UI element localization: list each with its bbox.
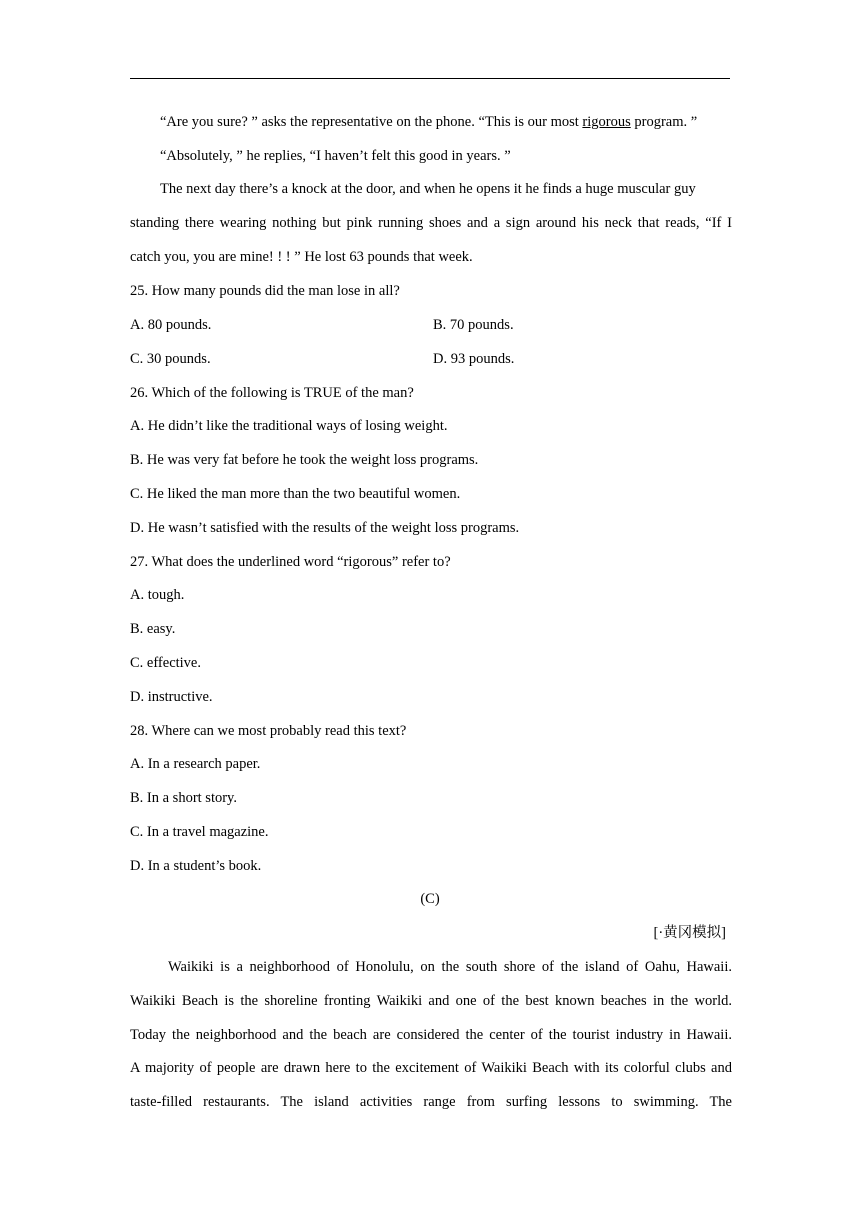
section-c-paragraph-line-4: A majority of people are drawn here to the excitement of Waikiki Beach with its colorful clubs and [130, 1060, 732, 1076]
passage-b-paragraph-1 [160, 112, 762, 132]
question-27-option-a: A. tough. [130, 587, 185, 603]
question-26-option-c: C. He liked the man more than the two beautiful women. [130, 486, 461, 502]
question-28-option-a: A. In a research paper. [130, 756, 261, 772]
question-27-stem: 27. What does the underlined word “rigorous” refer to? [130, 554, 451, 570]
section-c-paragraph-line-5: taste-filled restaurants. The island activities range from surfing lessons to swimming. The [130, 1094, 732, 1110]
question-26-option-b: B. He was very fat before he took the weight loss programs. [130, 452, 479, 468]
passage-b-paragraph-3-line-2: standing there wearing nothing but pink running shoes and a sign around his neck that reads, “If I [130, 215, 732, 231]
question-26-stem: 26. Which of the following is TRUE of the man? [130, 385, 414, 401]
question-25-option-c: C. 30 pounds. [130, 351, 211, 367]
underlined-word-rigorous: rigorous [582, 114, 631, 130]
section-c-source: [·黄冈模拟] [653, 925, 726, 941]
question-28-option-b: B. In a short story. [130, 790, 237, 806]
question-27-option-c: C. effective. [130, 655, 201, 671]
passage-b-p1-after: program. ” [630, 114, 698, 130]
passage-b-paragraph-3-line-1: The next day there’s a knock at the door, and when he opens it he finds a huge muscular guy [160, 181, 696, 197]
question-28-option-d: D. In a student’s book. [130, 858, 262, 874]
question-25-option-d: D. 93 pounds. [433, 351, 515, 367]
section-c-paragraph-line-3: Today the neighborhood and the beach are considered the center of the tourist industry in Hawaii. [130, 1027, 732, 1043]
section-c-paragraph-line-1: Waikiki is a neighborhood of Honolulu, on the south shore of the island of Oahu, Hawaii. [168, 959, 732, 975]
question-26-option-d: D. He wasn’t satisfied with the results of the weight loss programs. [130, 520, 520, 536]
header-rule [130, 78, 730, 79]
question-25-option-a: A. 80 pounds. [130, 317, 212, 333]
question-28-stem: 28. Where can we most probably read this text? [130, 723, 407, 739]
question-25-option-b: B. 70 pounds. [433, 317, 514, 333]
question-26-option-a: A. He didn’t like the traditional ways of losing weight. [130, 418, 448, 434]
section-c-paragraph-line-2: Waikiki Beach is the shoreline fronting Waikiki and one of the best known beaches in the world. [130, 993, 732, 1009]
question-27-option-d: D. instructive. [130, 689, 213, 705]
question-27-option-b: B. easy. [130, 621, 176, 637]
question-28-option-c: C. In a travel magazine. [130, 824, 269, 840]
passage-b-paragraph-2: “Absolutely, ” he replies, “I haven’t felt this good in years. ” [160, 148, 511, 164]
question-25-stem: 25. How many pounds did the man lose in all? [130, 283, 400, 299]
passage-b-p1-before: “Are you sure? ” asks the representative on the phone. “This is our most [160, 114, 583, 130]
section-c-heading: (C) [420, 891, 440, 907]
passage-b-paragraph-3-line-3: catch you, you are mine! ! ! ” He lost 63 pounds that week. [130, 249, 473, 265]
